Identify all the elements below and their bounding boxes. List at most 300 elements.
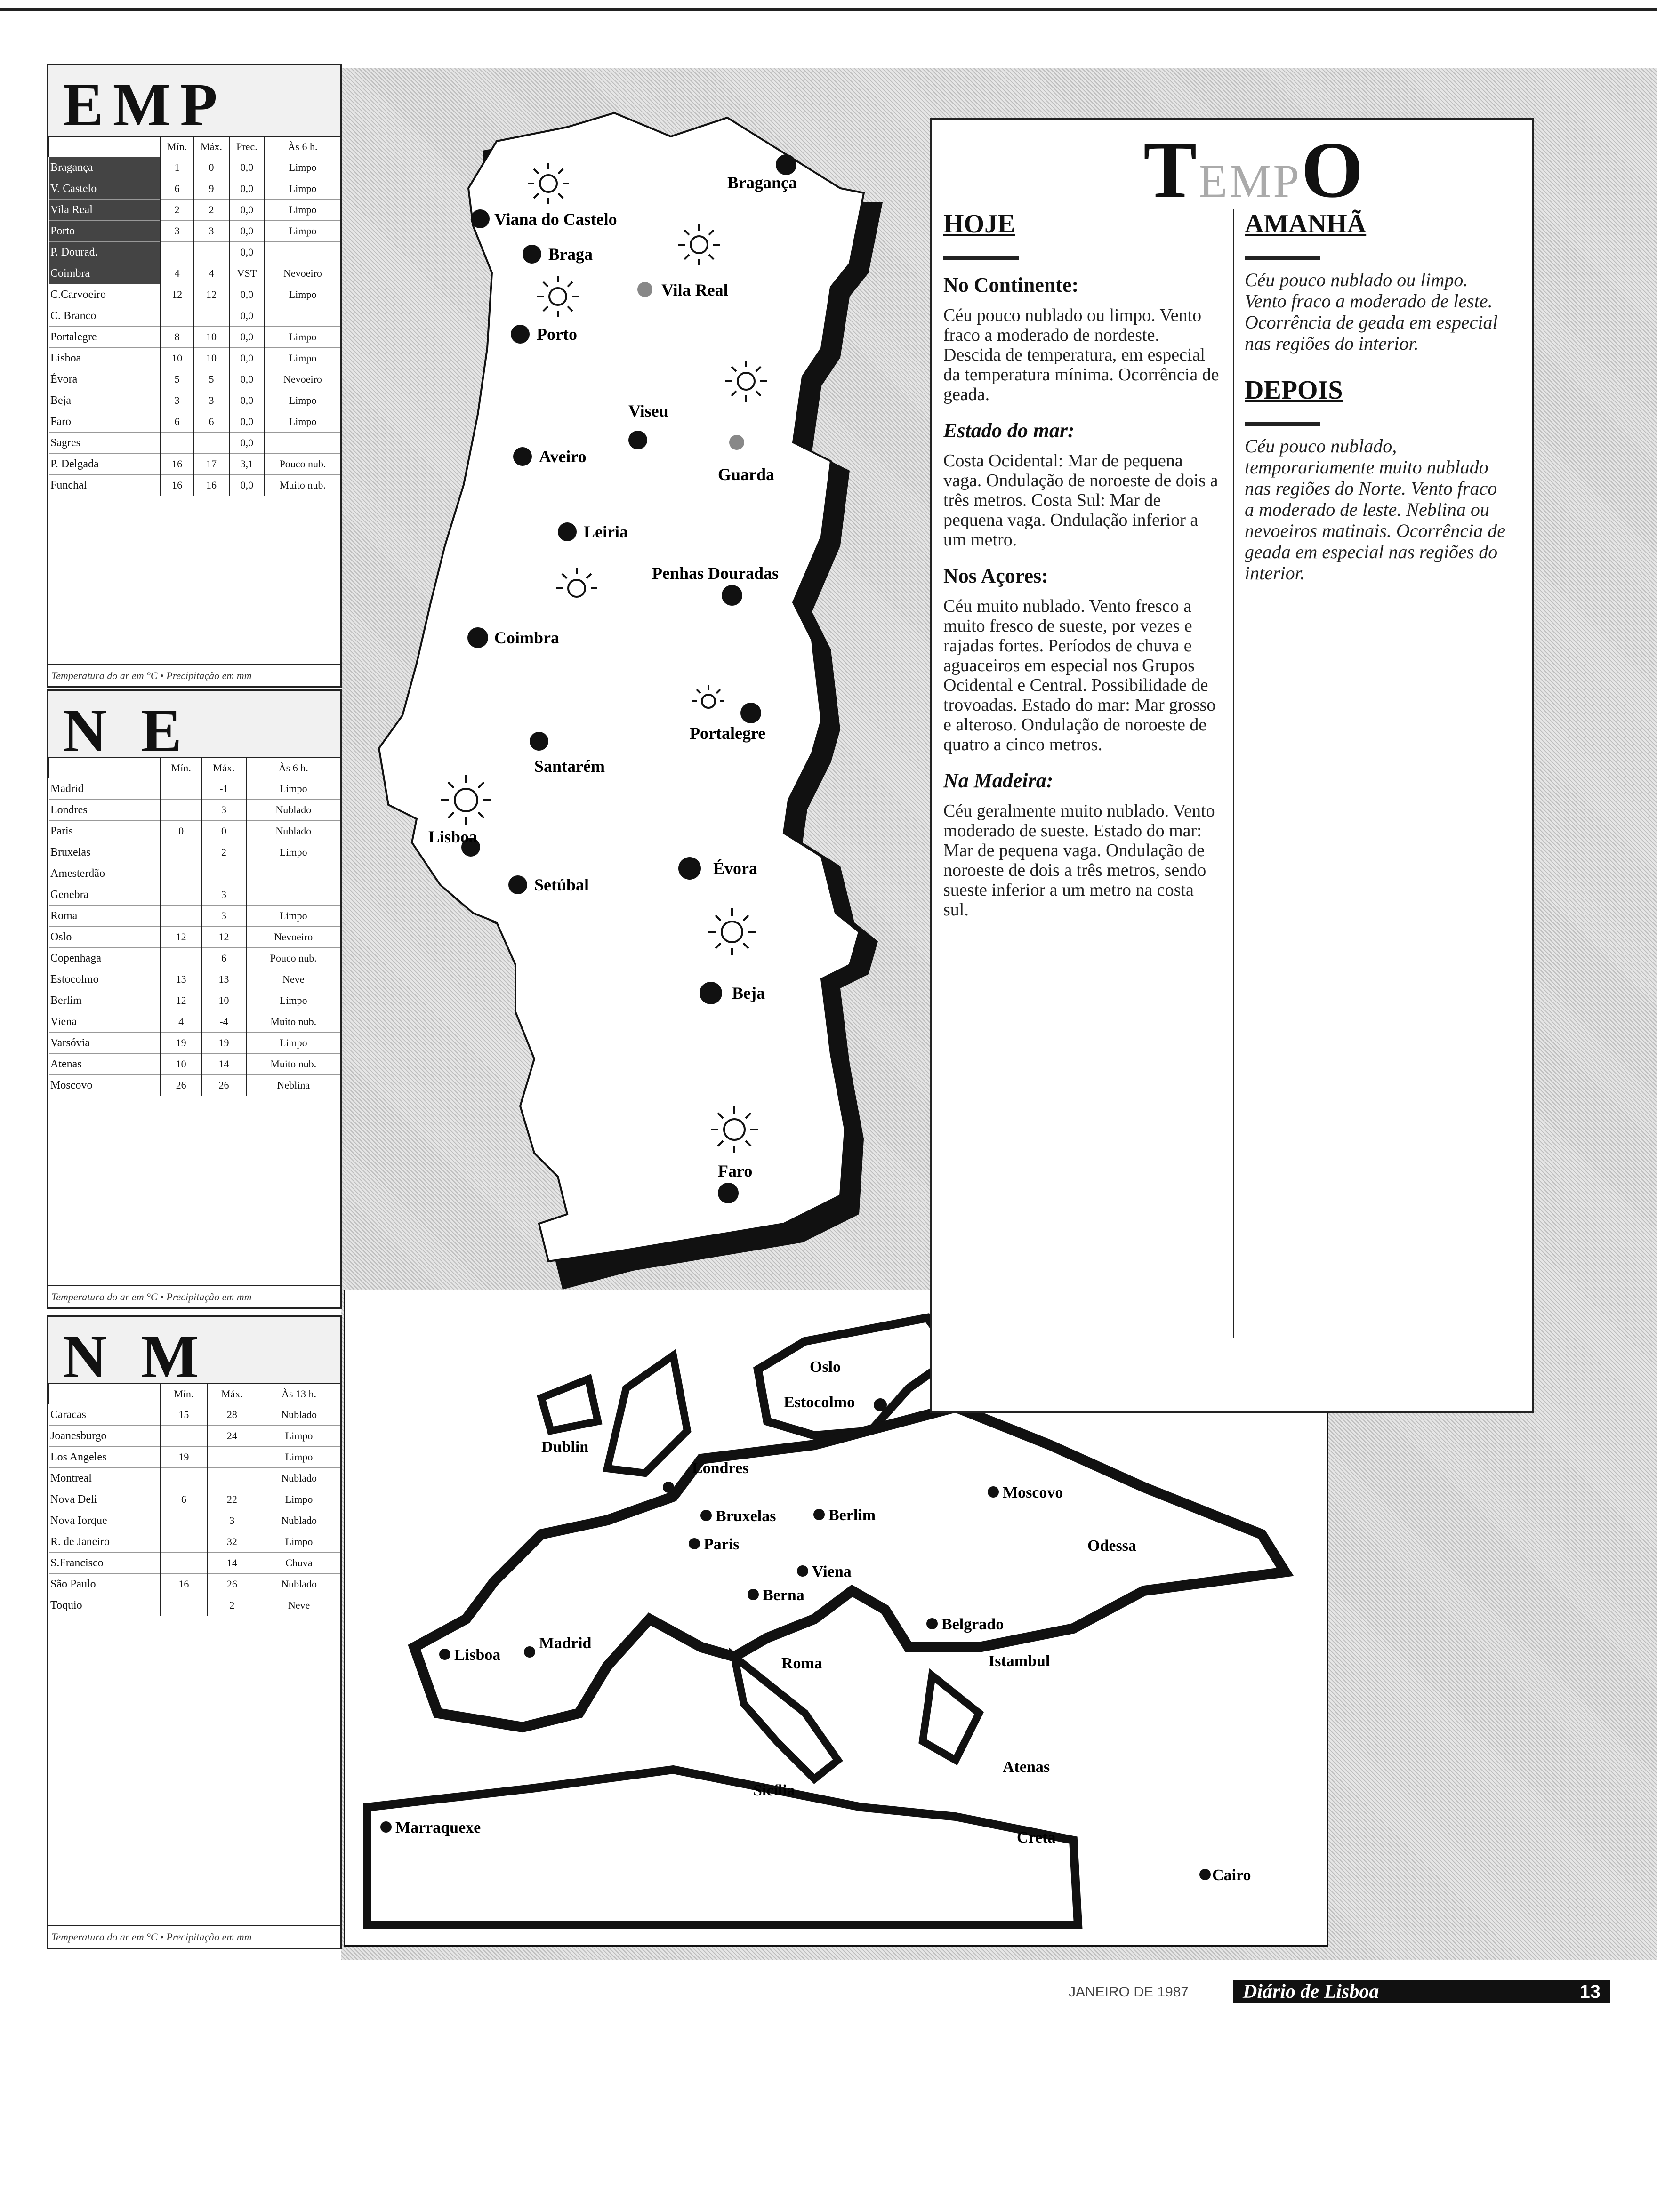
table-row	[49, 433, 340, 454]
map-label-penhas-douradas: Penhas Douradas	[652, 564, 779, 583]
sky-cell: Limpo	[246, 990, 340, 1011]
map-label-evora: Évora	[713, 859, 757, 878]
prec-cell: 3,1	[229, 454, 265, 475]
max-cell: 2	[193, 200, 229, 221]
max-cell: 3	[207, 1510, 257, 1531]
table-row	[49, 348, 340, 369]
sky-cell: Limpo	[265, 284, 340, 305]
max-cell: 28	[207, 1404, 257, 1426]
tomorrow-text: Céu pouco nublado ou limpo. Vento fraco a moderado de leste. Ocorrência de geada em especial nas regiões do interior.	[1245, 269, 1498, 354]
max-cell: 19	[201, 1033, 246, 1054]
masthead: Diário de Lisboa	[1233, 1980, 1610, 2003]
city-cell: C. Branco	[50, 309, 97, 322]
azores-text: Céu muito nublado. Vento fresco a muito fresco de sueste, por vezes e rajadas fortes. Períodos de chuva e aguaceiros em especial nos Grupos Ocidental e Central. Possibilidade de trovoadas. Estado do mar: Mar grosso e alteroso. Ondulação de noroeste de quatro a cinco metros.	[943, 596, 1216, 754]
sky-cell: Limpo	[265, 178, 340, 200]
title-light: EMP	[1199, 155, 1302, 207]
max-cell: 14	[201, 1054, 246, 1075]
table-row	[49, 327, 340, 348]
europe-table-footnote: Temperatura do ar em °C • Precipitação em mm	[48, 1285, 342, 1307]
map-label-porto: Porto	[537, 325, 577, 344]
prec-cell: 0,0	[229, 305, 265, 327]
table-row	[49, 157, 340, 178]
portugal-map	[341, 94, 953, 1365]
max-cell: 3	[201, 800, 246, 821]
europe-label-bruxelas: Bruxelas	[716, 1507, 776, 1525]
map-label-beja: Beja	[732, 984, 765, 1002]
min-cell: 5	[161, 369, 193, 390]
map-label-leiria: Leiria	[584, 522, 628, 541]
max-cell: 14	[207, 1553, 257, 1574]
table-row	[49, 1553, 340, 1574]
map-label-coimbra: Coimbra	[494, 628, 559, 647]
min-cell: 4	[161, 263, 193, 284]
table-row	[49, 475, 340, 496]
max-cell: 9	[193, 178, 229, 200]
city-cell: Amesterdão	[50, 867, 105, 880]
europe-label-viena: Viena	[812, 1563, 852, 1580]
map-label-lisboa: Lisboa	[428, 827, 478, 846]
sky-cell	[265, 433, 340, 454]
heading-rule	[1245, 256, 1320, 260]
sky-cell: Nublado	[257, 1574, 340, 1595]
sky-cell: Chuva	[257, 1553, 340, 1574]
city-cell: Bruxelas	[50, 846, 91, 858]
table-row	[49, 263, 340, 284]
sky-cell: Nublado	[257, 1510, 340, 1531]
col-min: Mín.	[161, 137, 193, 157]
sky-cell	[246, 884, 340, 906]
europe-label-marraquexe: Marraquexe	[395, 1819, 481, 1836]
europe-label-istambul: Istambul	[989, 1652, 1050, 1670]
max-cell: 24	[207, 1426, 257, 1447]
after-text: Céu pouco nublado, temporariamente muito nublado nas regiões do Norte. Vento fraco a moderado de leste. Neblina ou nevoeiros matinais. Ocorrência de geada em especial nas regiões do interior.	[1245, 435, 1505, 584]
sky-cell: Limpo	[265, 348, 340, 369]
max-cell: 3	[193, 221, 229, 242]
table-row	[49, 1468, 340, 1489]
city-cell: Londres	[50, 803, 88, 816]
min-cell	[161, 433, 193, 454]
table-row	[49, 454, 340, 475]
max-cell: 6	[193, 411, 229, 433]
min-cell: 6	[161, 1489, 207, 1510]
today-heading: HOJE	[943, 209, 1015, 239]
min-cell: 12	[161, 927, 201, 948]
city-cell: Évora	[50, 373, 78, 385]
sky-cell: Limpo	[265, 327, 340, 348]
max-cell: 12	[193, 284, 229, 305]
map-label-santarem: Santarém	[534, 757, 605, 776]
min-cell: 3	[161, 221, 193, 242]
europe-label-atenas: Atenas	[1003, 1758, 1050, 1776]
europe-label-sicilia: Sicília	[753, 1782, 795, 1799]
map-label-braganca: Bragança	[727, 173, 797, 192]
portugal-table-title: EMP	[63, 71, 227, 139]
title-big: T	[1143, 126, 1199, 214]
city-cell: Nova Deli	[50, 1493, 97, 1506]
max-cell: 10	[193, 327, 229, 348]
table-row	[49, 1033, 340, 1054]
min-cell	[161, 906, 201, 927]
city-cell: Copenhaga	[50, 952, 101, 964]
sky-cell: Nevoeiro	[265, 369, 340, 390]
city-cell: Porto	[49, 221, 161, 242]
min-cell	[161, 778, 201, 800]
city-cell: R. de Janeiro	[50, 1535, 110, 1548]
city-cell: Oslo	[50, 930, 72, 943]
city-cell: Genebra	[50, 888, 89, 901]
sky-cell: Limpo	[246, 842, 340, 863]
table-row	[49, 990, 340, 1011]
table-row	[49, 200, 340, 221]
portugal-table-footnote: Temperatura do ar em °C • Precipitação em mm	[48, 664, 342, 686]
prec-cell: 0,0	[229, 200, 265, 221]
table-row	[49, 284, 340, 305]
forecast-title	[1143, 124, 1365, 216]
min-cell: 12	[161, 284, 193, 305]
sky-cell: Limpo	[265, 157, 340, 178]
sky-cell: Nevoeiro	[246, 927, 340, 948]
outlook-column	[1245, 209, 1508, 605]
table-row	[49, 1011, 340, 1033]
map-label-setubal: Setúbal	[534, 875, 589, 894]
sky-cell: Nublado	[246, 800, 340, 821]
min-cell	[161, 948, 201, 969]
portugal-table	[48, 137, 340, 496]
heading-rule	[1245, 422, 1320, 426]
table-row	[49, 242, 340, 263]
city-cell: Viena	[50, 1015, 77, 1028]
sky-cell: Limpo	[246, 778, 340, 800]
map-label-portalegre: Portalegre	[690, 724, 766, 743]
city-cell: Caracas	[50, 1408, 86, 1421]
page-number: 13	[1579, 1981, 1601, 2002]
table-row	[49, 411, 340, 433]
sky-cell: Pouco nub.	[265, 454, 340, 475]
europe-label-londres: Londres	[692, 1459, 749, 1477]
city-cell: Bragança	[49, 157, 161, 178]
table-row	[49, 1054, 340, 1075]
sky-cell: Limpo	[257, 1531, 340, 1553]
min-cell: 15	[161, 1404, 207, 1426]
sky-cell	[246, 863, 340, 884]
city-cell: Portalegre	[50, 330, 97, 343]
sky-cell: Limpo	[257, 1426, 340, 1447]
min-cell: 13	[161, 969, 201, 990]
min-cell	[161, 1553, 207, 1574]
table-row	[49, 884, 340, 906]
prec-cell: 0,0	[229, 348, 265, 369]
table-row	[49, 369, 340, 390]
column-divider	[1233, 209, 1234, 1338]
table-row	[49, 948, 340, 969]
prec-cell: 0,0	[229, 178, 265, 200]
max-cell	[193, 433, 229, 454]
world-table-footnote: Temperatura do ar em °C • Precipitação em mm	[48, 1925, 342, 1948]
prec-cell: 0,0	[229, 475, 265, 496]
col-min: Mín.	[161, 1384, 207, 1404]
city-cell: Faro	[50, 415, 71, 428]
table-row	[49, 1489, 340, 1510]
sky-cell: Nevoeiro	[265, 263, 340, 284]
table-row	[49, 842, 340, 863]
prec-cell: 0,0	[229, 284, 265, 305]
min-cell: 8	[161, 327, 193, 348]
city-cell: Sagres	[50, 436, 80, 449]
city-cell: Funchal	[50, 479, 87, 491]
max-cell: 22	[207, 1489, 257, 1510]
table-row	[49, 1510, 340, 1531]
sky-cell: Neve	[246, 969, 340, 990]
prec-cell: 0,0	[229, 157, 265, 178]
prec-cell: 0,0	[229, 221, 265, 242]
prec-cell: VST	[229, 263, 265, 284]
max-cell: 16	[193, 475, 229, 496]
after-heading: DEPOIS	[1245, 376, 1343, 405]
min-cell	[161, 884, 201, 906]
today-column	[943, 209, 1221, 934]
min-cell	[161, 305, 193, 327]
sea-text: Costa Ocidental: Mar de pequena vaga. Ondulação de noroeste de dois a três metros. Costa Sul: Mar de pequena vaga. Ondulação inferior a um metro.	[943, 451, 1218, 550]
sky-cell: Nublado	[257, 1468, 340, 1489]
max-cell: 10	[201, 990, 246, 1011]
min-cell: 2	[161, 200, 193, 221]
max-cell: -4	[201, 1011, 246, 1033]
europe-label-lisboa: Lisboa	[454, 1646, 501, 1664]
table-row	[49, 1595, 340, 1616]
table-row	[49, 390, 340, 411]
max-cell: 10	[193, 348, 229, 369]
min-cell	[161, 1510, 207, 1531]
city-cell: São Paulo	[50, 1578, 96, 1590]
city-cell: Varsóvia	[50, 1036, 90, 1049]
title-end: O	[1301, 126, 1366, 214]
sky-cell: Limpo	[265, 411, 340, 433]
prec-cell: 0,0	[229, 433, 265, 454]
table-row	[49, 863, 340, 884]
min-cell: 0	[161, 821, 201, 842]
min-cell: 10	[161, 348, 193, 369]
heading-rule	[943, 256, 1019, 260]
city-cell: Atenas	[50, 1058, 82, 1070]
azores-title: Nos Açores:	[943, 564, 1048, 587]
max-cell	[207, 1447, 257, 1468]
col-max: Máx.	[193, 137, 229, 157]
min-cell	[161, 800, 201, 821]
world-table-title: N M	[63, 1323, 209, 1391]
europe-label-paris: Paris	[704, 1536, 740, 1553]
map-label-viseu: Viseu	[628, 401, 668, 420]
city-cell: V. Castelo	[49, 178, 161, 200]
col-sky: Às 6 h.	[265, 137, 340, 157]
max-cell	[207, 1468, 257, 1489]
map-label-vila-real: Vila Real	[661, 281, 728, 299]
europe-label-roma: Roma	[781, 1655, 822, 1672]
sky-cell: Limpo	[246, 1033, 340, 1054]
col-sky: Às 13 h.	[257, 1384, 340, 1404]
europe-label-cairo: Cairo	[1212, 1867, 1251, 1884]
prec-cell: 0,0	[229, 242, 265, 263]
table-row	[49, 927, 340, 948]
europe-label-odessa: Odessa	[1087, 1537, 1136, 1555]
prec-cell: 0,0	[229, 327, 265, 348]
europe-table	[48, 758, 340, 1096]
sky-cell: Nublado	[257, 1404, 340, 1426]
map-label-braga: Braga	[548, 245, 593, 264]
footer-date: JANEIRO DE 1987	[1069, 1984, 1189, 2000]
sky-cell: Limpo	[265, 221, 340, 242]
city-cell: Paris	[50, 825, 73, 837]
sky-cell	[265, 242, 340, 263]
europe-label-belgrado: Belgrado	[941, 1616, 1004, 1633]
city-cell: P. Dourad.	[49, 242, 161, 263]
continent-text: Céu pouco nublado ou limpo. Vento fraco a moderado de nordeste. Descida de temperatura, em especial da temperatura mínima. Ocorrência de geada.	[943, 305, 1219, 404]
max-cell: 26	[201, 1075, 246, 1096]
col-prec: Prec.	[229, 137, 265, 157]
max-cell	[201, 863, 246, 884]
portugal-table-header	[48, 65, 340, 137]
min-cell: 6	[161, 411, 193, 433]
table-row	[49, 1574, 340, 1595]
min-cell: 12	[161, 990, 201, 1011]
min-cell: 1	[161, 157, 193, 178]
europe-table-header	[48, 691, 340, 765]
world-table-box	[47, 1315, 342, 1949]
col-max: Máx.	[207, 1384, 257, 1404]
city-cell: C.Carvoeiro	[50, 288, 106, 301]
col-sky: Às 6 h.	[246, 758, 340, 778]
min-cell	[161, 1426, 207, 1447]
europe-label-oslo: Oslo	[810, 1358, 841, 1376]
table-row	[49, 906, 340, 927]
min-cell	[161, 1468, 207, 1489]
continent-title: No Continente:	[943, 273, 1079, 297]
max-cell	[193, 305, 229, 327]
min-cell	[161, 1531, 207, 1553]
prec-cell: 0,0	[229, 369, 265, 390]
city-cell: Montreal	[50, 1472, 92, 1484]
world-table-header	[48, 1317, 340, 1391]
max-cell	[193, 242, 229, 263]
max-cell: 2	[207, 1595, 257, 1616]
city-cell: Estocolmo	[50, 973, 99, 986]
max-cell: 17	[193, 454, 229, 475]
sky-cell: Neve	[257, 1595, 340, 1616]
table-row	[49, 1531, 340, 1553]
min-cell: 6	[161, 178, 193, 200]
max-cell: 12	[201, 927, 246, 948]
europe-table-box	[47, 689, 342, 1309]
min-cell: 4	[161, 1011, 201, 1033]
min-cell: 16	[161, 454, 193, 475]
prec-cell: 0,0	[229, 390, 265, 411]
table-row	[49, 305, 340, 327]
max-cell: 32	[207, 1531, 257, 1553]
map-label-viana: Viana do Castelo	[494, 210, 617, 229]
madeira-title: Na Madeira:	[943, 769, 1054, 792]
sky-cell: Muito nub.	[246, 1011, 340, 1033]
table-row	[49, 1075, 340, 1096]
map-label-faro: Faro	[718, 1162, 753, 1180]
europe-label-berna: Berna	[763, 1587, 804, 1604]
max-cell: 3	[201, 906, 246, 927]
max-cell: -1	[201, 778, 246, 800]
max-cell: 13	[201, 969, 246, 990]
table-row	[49, 1404, 340, 1426]
min-cell	[161, 842, 201, 863]
sea-title: Estado do mar:	[943, 419, 1075, 442]
max-cell: 26	[207, 1574, 257, 1595]
min-cell	[161, 242, 193, 263]
sky-cell: Limpo	[257, 1489, 340, 1510]
city-cell: Madrid	[50, 782, 84, 795]
sky-cell: Neblina	[246, 1075, 340, 1096]
sky-cell: Limpo	[257, 1447, 340, 1468]
portugal-table-box	[47, 64, 342, 688]
max-cell: 6	[201, 948, 246, 969]
max-cell: 4	[193, 263, 229, 284]
min-cell: 16	[161, 475, 193, 496]
table-row	[49, 221, 340, 242]
sky-cell	[265, 305, 340, 327]
table-row	[49, 800, 340, 821]
min-cell	[161, 863, 201, 884]
min-cell: 19	[161, 1033, 201, 1054]
city-cell: Nova Iorque	[50, 1514, 107, 1527]
map-label-aveiro: Aveiro	[539, 447, 587, 466]
sky-cell: Pouco nub.	[246, 948, 340, 969]
max-cell: 3	[201, 884, 246, 906]
page-top-rule	[0, 8, 1657, 11]
europe-label-estocolmo: Estocolmo	[784, 1394, 855, 1411]
sky-cell: Limpo	[265, 390, 340, 411]
prec-cell: 0,0	[229, 411, 265, 433]
city-cell: P. Delgada	[50, 457, 99, 470]
europe-label-dublin: Dublin	[541, 1438, 589, 1456]
table-row	[49, 1426, 340, 1447]
city-cell: Roma	[50, 909, 78, 922]
city-cell: Beja	[50, 394, 71, 407]
madeira-text: Céu geralmente muito nublado. Vento moderado de sueste. Estado do mar: Mar de pequena vaga. Ondulação de noroeste de dois a três metros, sendo sueste inferior a um metro na costa sul.	[943, 801, 1215, 920]
city-cell: Vila Real	[49, 200, 161, 221]
city-cell: Berlim	[50, 994, 82, 1007]
max-cell: 3	[193, 390, 229, 411]
min-cell: 19	[161, 1447, 207, 1468]
table-row	[49, 969, 340, 990]
europe-label-madrid: Madrid	[539, 1635, 592, 1652]
city-cell: S.Francisco	[50, 1556, 104, 1569]
world-table	[48, 1384, 340, 1616]
tomorrow-heading: AMANHÃ	[1245, 209, 1367, 239]
table-row	[49, 178, 340, 200]
forecast-panel	[930, 118, 1534, 1413]
city-cell: Coimbra	[49, 263, 161, 284]
city-cell: Lisboa	[50, 352, 81, 364]
min-cell: 3	[161, 390, 193, 411]
table-row	[49, 821, 340, 842]
col-min: Mín.	[161, 758, 201, 778]
europe-label-moscovo: Moscovo	[1003, 1484, 1063, 1501]
europe-label-berlim: Berlim	[828, 1507, 876, 1524]
sky-cell: Limpo	[265, 200, 340, 221]
table-row	[49, 778, 340, 800]
city-cell: Los Angeles	[50, 1451, 107, 1463]
min-cell: 10	[161, 1054, 201, 1075]
sky-cell: Nublado	[246, 821, 340, 842]
map-label-guarda: Guarda	[718, 465, 775, 484]
max-cell: 0	[193, 157, 229, 178]
max-cell: 2	[201, 842, 246, 863]
city-cell: Moscovo	[50, 1079, 93, 1091]
